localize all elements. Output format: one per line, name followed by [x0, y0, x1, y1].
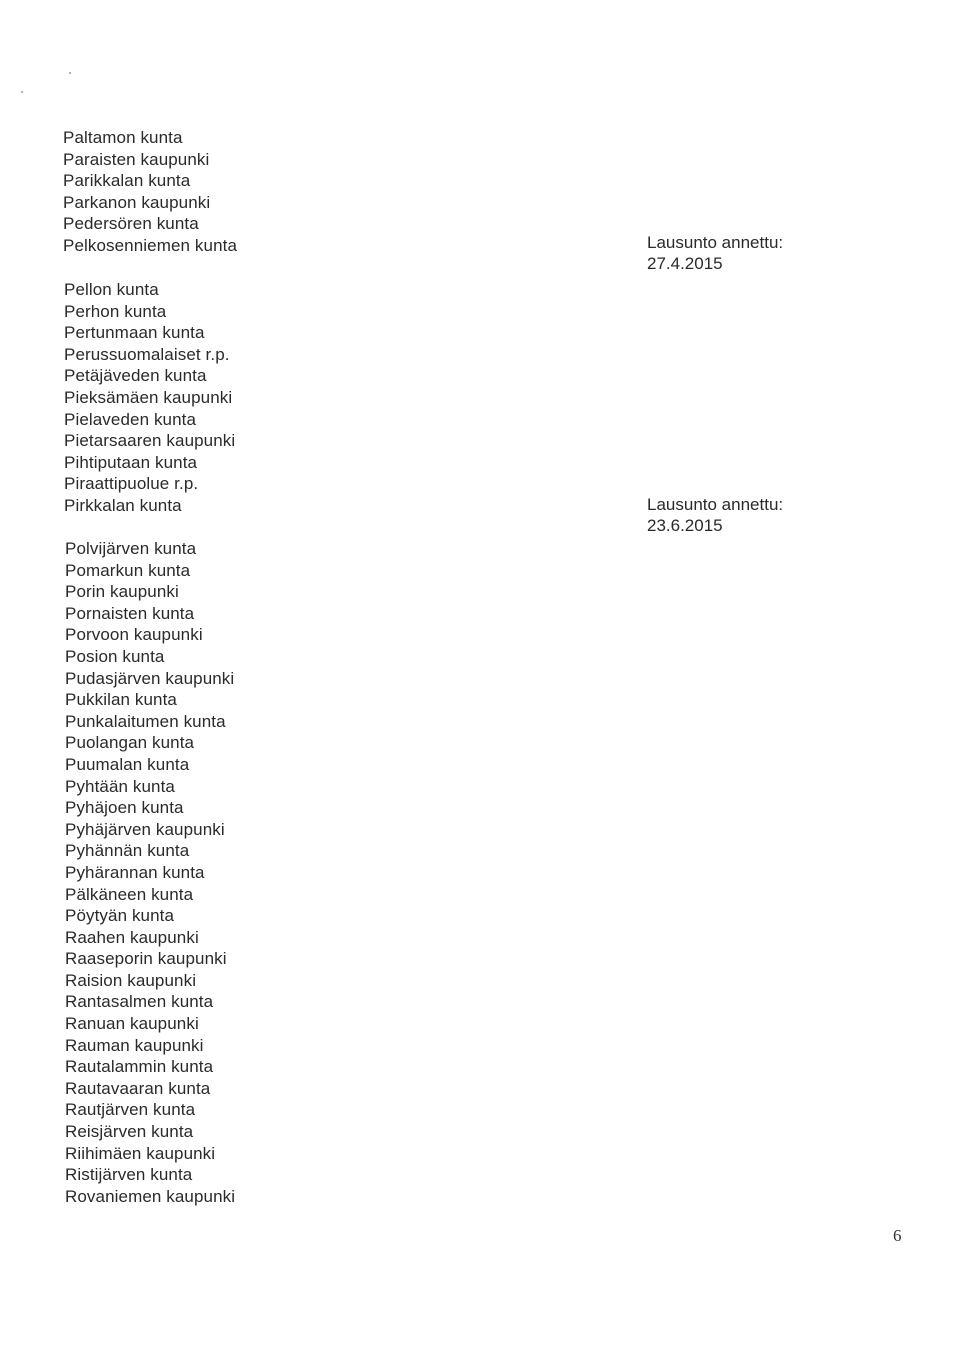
list-item: Rautalammin kunta: [65, 1057, 214, 1077]
scan-speck: [21, 91, 23, 93]
list-item: Pyhäjoen kunta: [65, 798, 184, 818]
list-item: Porin kaupunki: [65, 582, 179, 602]
list-item: Parikkalan kunta: [63, 171, 191, 191]
list-item: Puumalan kunta: [65, 754, 190, 774]
respondent-list-group-3: [65, 538, 235, 1207]
list-item: Rantasalmen kunta: [65, 992, 214, 1012]
list-item: Parkanon kaupunki: [63, 192, 211, 212]
list-item: Rauman kaupunki: [65, 1035, 204, 1055]
list-item: Pomarkun kunta: [65, 560, 191, 580]
list-item: Pirkkalan kunta: [64, 495, 182, 515]
list-item: Rovaniemen kaupunki: [65, 1186, 236, 1206]
page-number: 6: [893, 1226, 902, 1245]
list-item: Rautjärven kunta: [65, 1100, 196, 1120]
list-item: Riihimäen kaupunki: [65, 1143, 216, 1163]
list-item: Punkalaitumen kunta: [65, 711, 226, 731]
list-item: Pelkosenniemen kunta: [63, 235, 238, 255]
statement-date: 23.6.2015: [647, 516, 723, 535]
list-item: Pietarsaaren kaupunki: [64, 431, 236, 451]
list-item: Pudasjärven kaupunki: [65, 668, 235, 688]
list-item: Petäjäveden kunta: [64, 366, 207, 386]
list-item: Piraattipuolue r.p.: [64, 474, 199, 494]
list-item: Pedersören kunta: [63, 214, 199, 234]
statement-label: Lausunto annettu:: [647, 495, 784, 514]
list-item: Raaseporin kaupunki: [65, 949, 227, 969]
list-item: Posion kunta: [65, 646, 165, 666]
respondent-list-group-1: [63, 127, 237, 257]
list-item: Pyhärannan kunta: [65, 862, 205, 882]
scan-speck: [69, 72, 71, 74]
list-item: Pyhännän kunta: [65, 841, 190, 861]
list-item: Paltamon kunta: [63, 128, 183, 147]
list-item: Pukkilan kunta: [65, 690, 177, 710]
list-item: Pöytyän kunta: [65, 906, 175, 926]
list-item: Pyhtään kunta: [65, 776, 175, 796]
list-item: Raahen kaupunki: [65, 927, 199, 947]
list-item: Pyhäjärven kaupunki: [65, 819, 225, 839]
list-item: Paraisten kaupunki: [63, 149, 210, 169]
list-item: Ristijärven kunta: [65, 1165, 193, 1185]
list-item: Pellon kunta: [64, 280, 159, 299]
list-item: Reisjärven kunta: [65, 1122, 194, 1142]
list-item: Raision kaupunki: [65, 970, 197, 990]
list-item: Pielaveden kunta: [64, 409, 197, 429]
statement-label: Lausunto annettu:: [647, 233, 784, 252]
list-item: Perussuomalaiset r.p.: [64, 344, 230, 364]
statement-note-2: [647, 494, 783, 536]
statement-date: 27.4.2015: [647, 254, 723, 273]
statement-note-1: [647, 232, 783, 274]
list-item: Pihtiputaan kunta: [64, 452, 198, 472]
list-item: Pieksämäen kaupunki: [64, 387, 233, 407]
list-item: Polvijärven kunta: [65, 539, 197, 558]
list-item: Ranuan kaupunki: [65, 1014, 199, 1034]
list-item: Puolangan kunta: [65, 733, 195, 753]
list-item: Pertunmaan kunta: [64, 323, 205, 343]
list-item: Perhon kunta: [64, 301, 167, 321]
list-item: Pälkäneen kunta: [65, 884, 194, 904]
list-item: Rautavaaran kunta: [65, 1078, 211, 1098]
respondent-list-group-2: [64, 279, 235, 517]
list-item: Porvoon kaupunki: [65, 625, 203, 645]
list-item: Pornaisten kunta: [65, 603, 195, 623]
